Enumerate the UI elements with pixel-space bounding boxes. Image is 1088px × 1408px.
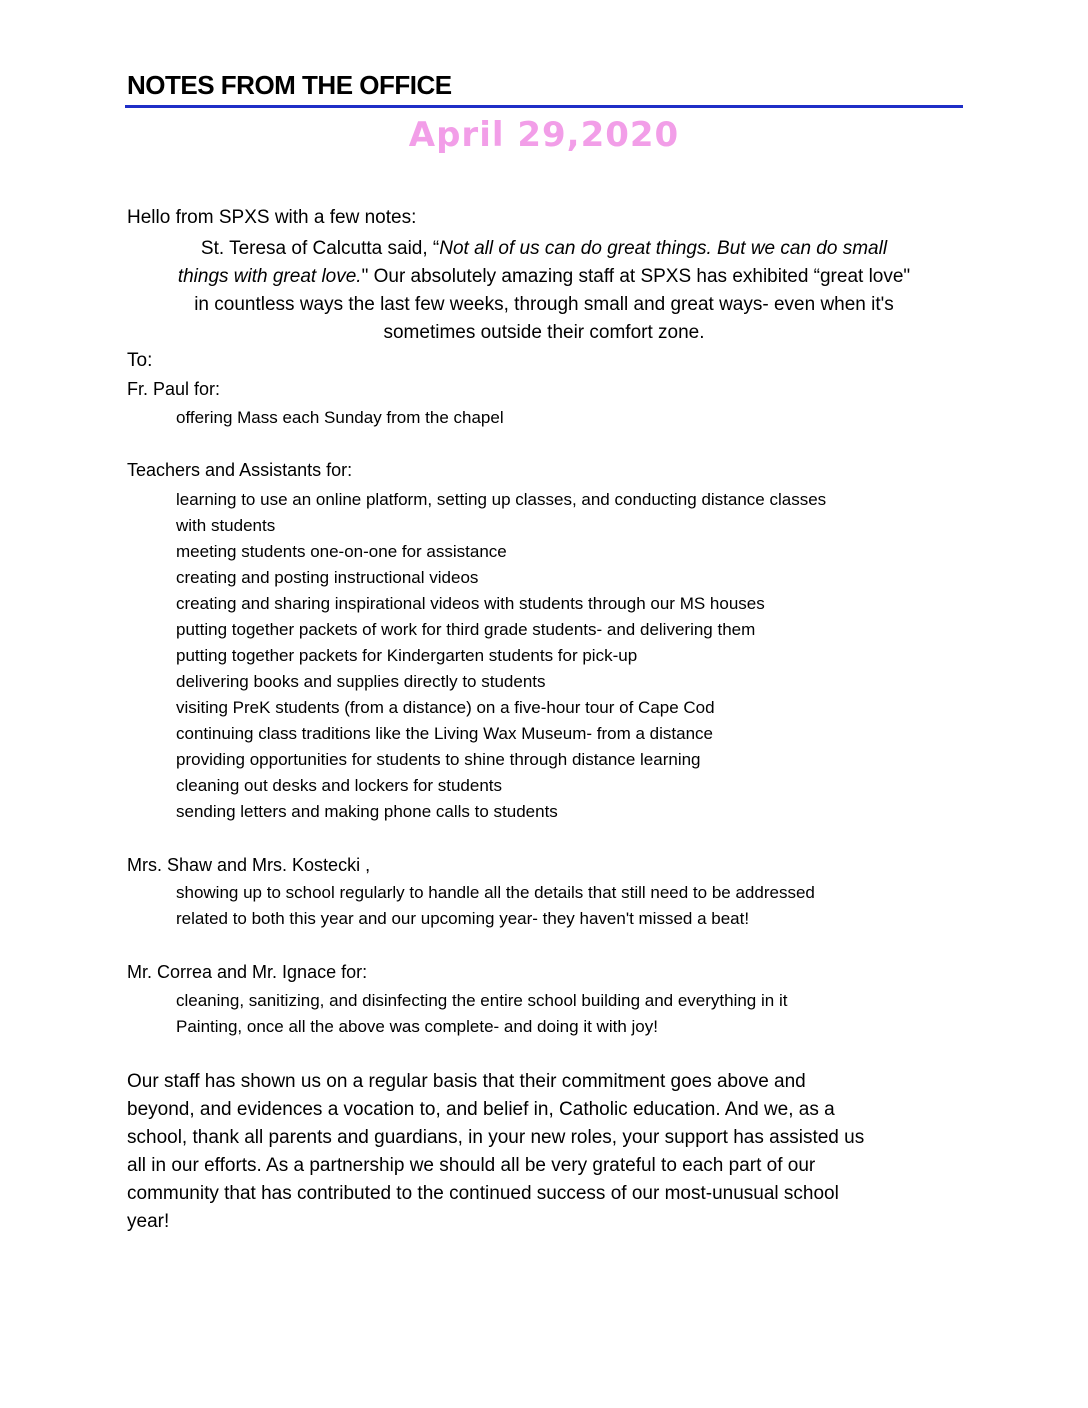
- intro-line-2: [120, 263, 968, 291]
- list-item: visiting PreK students (from a distance) on a five-hour tour of Cape Cod: [176, 698, 715, 717]
- list-item: continuing class traditions like the Living Wax Museum- from a distance: [176, 724, 713, 743]
- page-title: NOTES FROM THE OFFICE: [127, 70, 452, 100]
- office-list: [176, 880, 815, 932]
- closing-line: all in our efforts. As a partnership we should all be very grateful to each part of our: [127, 1155, 816, 1176]
- section-heading-office: Mrs. Shaw and Mrs. Kostecki ,: [127, 855, 371, 875]
- list-item: Painting, once all the above was complete- and doing it with joy!: [176, 1017, 658, 1036]
- closing-paragraph: [127, 1068, 967, 1236]
- closing-line: year!: [127, 1211, 170, 1232]
- quote-text: Not all of us can do great things. But we can do small: [439, 238, 888, 259]
- fr-paul-list: [176, 405, 504, 431]
- list-item: showing up to school regularly to handle all the details that still need to be addressed: [176, 883, 815, 902]
- list-item: creating and sharing inspirational videos with students through our MS houses: [176, 594, 765, 613]
- list-item: creating and posting instructional videos: [176, 568, 479, 587]
- section-heading-teachers: Teachers and Assistants for:: [127, 460, 353, 480]
- closing-line: community that has contributed to the continued success of our most-unusual school: [127, 1183, 839, 1204]
- section-heading-fr-paul: Fr. Paul for:: [127, 379, 221, 399]
- list-item: cleaning out desks and lockers for students: [176, 776, 503, 795]
- intro-line-4: sometimes outside their comfort zone.: [383, 322, 705, 343]
- greeting: Hello from SPXS with a few notes:: [127, 207, 417, 228]
- section-heading-custodians: Mr. Correa and Mr. Ignace for:: [127, 962, 368, 982]
- list-item: offering Mass each Sunday from the chapel: [176, 408, 504, 427]
- intro-line-1: [120, 235, 968, 263]
- closing-line: Our staff has shown us on a regular basis that their commitment goes above and: [127, 1071, 806, 1092]
- list-item: delivering books and supplies directly to students: [176, 672, 546, 691]
- quote-prefix: St. Teresa of Calcutta said, “: [200, 238, 440, 259]
- to-label: To:: [127, 350, 153, 371]
- title-underline: [125, 105, 963, 108]
- closing-line: beyond, and evidences a vocation to, and belief in, Catholic education. And we, as a: [127, 1099, 835, 1120]
- list-item: putting together packets for Kindergarten students for pick-up: [176, 646, 638, 665]
- quote-suffix: " Our absolutely amazing staff at SPXS has exhibited “great love": [361, 266, 911, 287]
- newsletter-date: April 29,2020: [408, 115, 680, 155]
- list-item: cleaning, sanitizing, and disinfecting the entire school building and everything in it: [176, 991, 788, 1010]
- list-item: putting together packets of work for third grade students- and delivering them: [176, 620, 756, 639]
- list-item: sending letters and making phone calls to students: [176, 802, 558, 821]
- closing-line: school, thank all parents and guardians, in your new roles, your support has assisted us: [127, 1127, 865, 1148]
- list-item: with students: [176, 516, 276, 535]
- intro-line-3: in countless ways the last few weeks, through small and great ways- even when it's: [194, 294, 894, 315]
- quote-text-end: things with great love.: [177, 266, 362, 287]
- teachers-list: [176, 487, 826, 825]
- list-item: related to both this year and our upcoming year- they haven't missed a beat!: [176, 909, 750, 928]
- list-item: learning to use an online platform, setting up classes, and conducting distance classes: [176, 490, 827, 509]
- list-item: meeting students one-on-one for assistance: [176, 542, 507, 561]
- intro-paragraph: [120, 235, 968, 347]
- list-item: providing opportunities for students to shine through distance learning: [176, 750, 701, 769]
- custodians-list: [176, 988, 787, 1040]
